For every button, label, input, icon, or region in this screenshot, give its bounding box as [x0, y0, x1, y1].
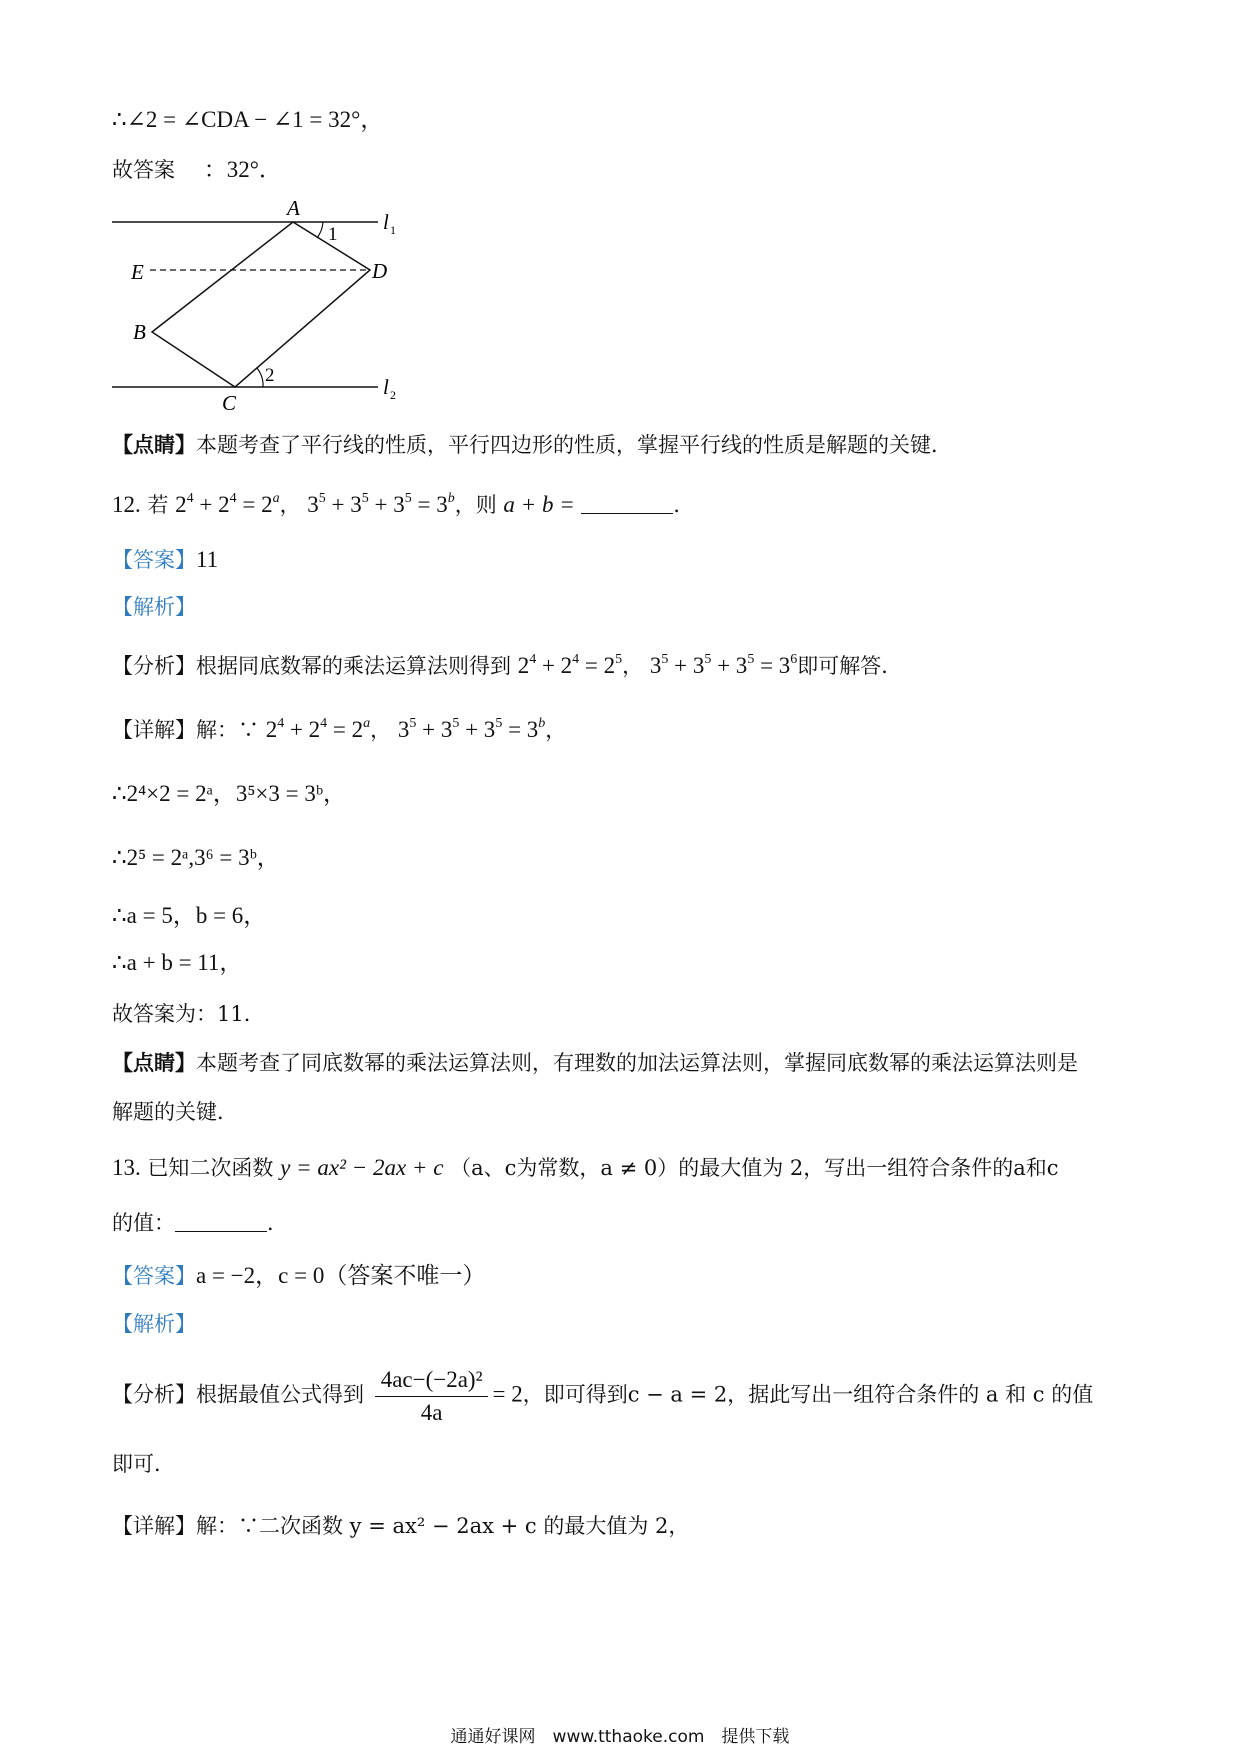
q12-detail: 【详解】解：∵ $2^4 + 2^4 = 2^a$， $3^5 + 3^5 + 3^5 = 3^b$， [112, 716, 567, 742]
label-A: A [287, 196, 300, 220]
label-l2-sub: 2 [390, 388, 396, 402]
detail-tag: 【详解】 [112, 718, 196, 742]
label-l1: l [383, 210, 389, 234]
q13-number: 13. [112, 1155, 141, 1180]
q13-answer: a = −2，c = 0（答案不唯一） [196, 1263, 486, 1288]
detail-text: 解：∵二次函数 y = ax² − 2ax + c 的最大值为 2， [196, 1514, 690, 1538]
q12-analysis: 【分析】根据同底数幂的乘法运算法则得到 $2^4 + 2^4 = 2^5$， $3^5 + 3^5 + 3^5 = 3^6$即可解答． [112, 652, 903, 678]
label-E: E [131, 260, 144, 284]
angle-2-label: 2 [265, 365, 275, 386]
analysis-head-tag: 【分析】 [112, 1382, 196, 1407]
q12-step5: ∴a + b = 11， [112, 950, 243, 975]
prev-comment [112, 432, 952, 458]
label-B: B [133, 320, 146, 344]
detail-intro: 解：∵ [196, 718, 259, 742]
q13-func: y = ax² − 2ax + c [280, 1155, 444, 1180]
comment-tag: 【点睛】 [112, 1050, 196, 1075]
comment-text-1: 本题考查了同底数幂的乘法运算法则，有理数的加法运算法则，掌握同底数幂的乘法运算法则是 [196, 1051, 1078, 1075]
label-l1-sub: 1 [390, 223, 396, 237]
label-C: C [222, 391, 237, 415]
fraction-denominator: 4a [420, 1399, 443, 1425]
q13-paren: （a、c为常数，a ≠ 0） [450, 1156, 679, 1180]
fraction-rhs: = 2 [492, 1381, 523, 1407]
conclusion-line: ∴∠2 = ∠CDA − ∠1 = 32°， [112, 107, 384, 132]
q13-detail [112, 1514, 689, 1539]
q13-line2-text: 的值： [112, 1211, 175, 1235]
q12-comment-line1 [112, 1050, 1078, 1076]
q12-analysis-tag: 【解析】 [112, 595, 196, 619]
q13-analysis-line2: 即可． [112, 1452, 175, 1476]
question-12 [112, 491, 694, 519]
prev-answer-line [112, 156, 282, 184]
q13-answer-blank [175, 1213, 267, 1232]
label-D: D [372, 259, 388, 283]
q12-answer: 11 [196, 547, 219, 572]
q12-eq1: $2^4 + 2^4 = 2^a$ [175, 491, 280, 517]
q13-analysis-tag: 【解析】 [112, 1312, 196, 1336]
detail-tag: 【详解】 [112, 1514, 196, 1538]
comment-text: 本题考查了平行线的性质，平行四边形的性质，掌握平行线的性质是解题的关键． [196, 433, 952, 457]
q13-lead: 已知二次函数 [147, 1156, 274, 1180]
answer-tag: 【答案】 [112, 548, 196, 572]
q13-line2 [112, 1211, 288, 1236]
q13-analysis [112, 1366, 1093, 1426]
fraction-numerator: 4ac−(−2a)² [375, 1366, 489, 1397]
q12-number: 12. [112, 492, 141, 517]
q12-then: ，则 [454, 493, 497, 517]
analysis-head-tag: 【分析】 [112, 654, 196, 678]
prev-answer-prefix: 故答案 [112, 158, 175, 182]
analysis-end: 即可解答． [797, 654, 903, 678]
q12-answer-line [112, 546, 218, 574]
q12-eq2: $3^5 + 3^5 + 3^5 = 3^b$ [307, 491, 455, 517]
q13-answer-line [112, 1262, 485, 1290]
geometry-figure [100, 195, 420, 420]
q12-end: ． [673, 493, 695, 517]
page-footer: 通通好课网 www.tthaoke.com 提供下载 [450, 1727, 790, 1747]
answer-tag: 【答案】 [112, 1264, 196, 1288]
comment-tag: 【点睛】 [112, 432, 196, 457]
q13-rest: 的最大值为 2，写出一组符合条件的a和c [678, 1156, 1059, 1180]
q12-expr: a + b = [503, 492, 575, 517]
q12-answer-blank [581, 495, 673, 514]
q13-end: ． [267, 1211, 288, 1235]
angle-1-label: 1 [328, 224, 338, 245]
q12-step4: ∴a = 5，b = 6， [112, 903, 267, 928]
prev-answer-value: ：32°． [203, 157, 282, 182]
q12-final: 故答案为：11． [112, 1002, 265, 1026]
q12-step2: ∴2⁴×2 = 2ᵃ，3⁵×3 = 3ᵇ， [112, 781, 346, 806]
q12-comment-line2: 解题的关键． [112, 1100, 238, 1124]
question-13 [112, 1154, 1059, 1182]
q12-lead: 若 [147, 493, 169, 517]
analysis-text: 根据同底数幂的乘法运算法则得到 [196, 654, 511, 678]
max-value-fraction [375, 1366, 489, 1426]
analysis-mid: ，即可得到c − a = 2，据此写出一组符合条件的 a 和 c 的值 [522, 1382, 1094, 1407]
analysis-text: 根据最值公式得到 [196, 1382, 364, 1407]
q12-step3: ∴2⁵ = 2ᵃ,3⁶ = 3ᵇ， [112, 845, 280, 870]
label-l2: l [383, 375, 389, 399]
q12-sep: ， [279, 493, 301, 517]
